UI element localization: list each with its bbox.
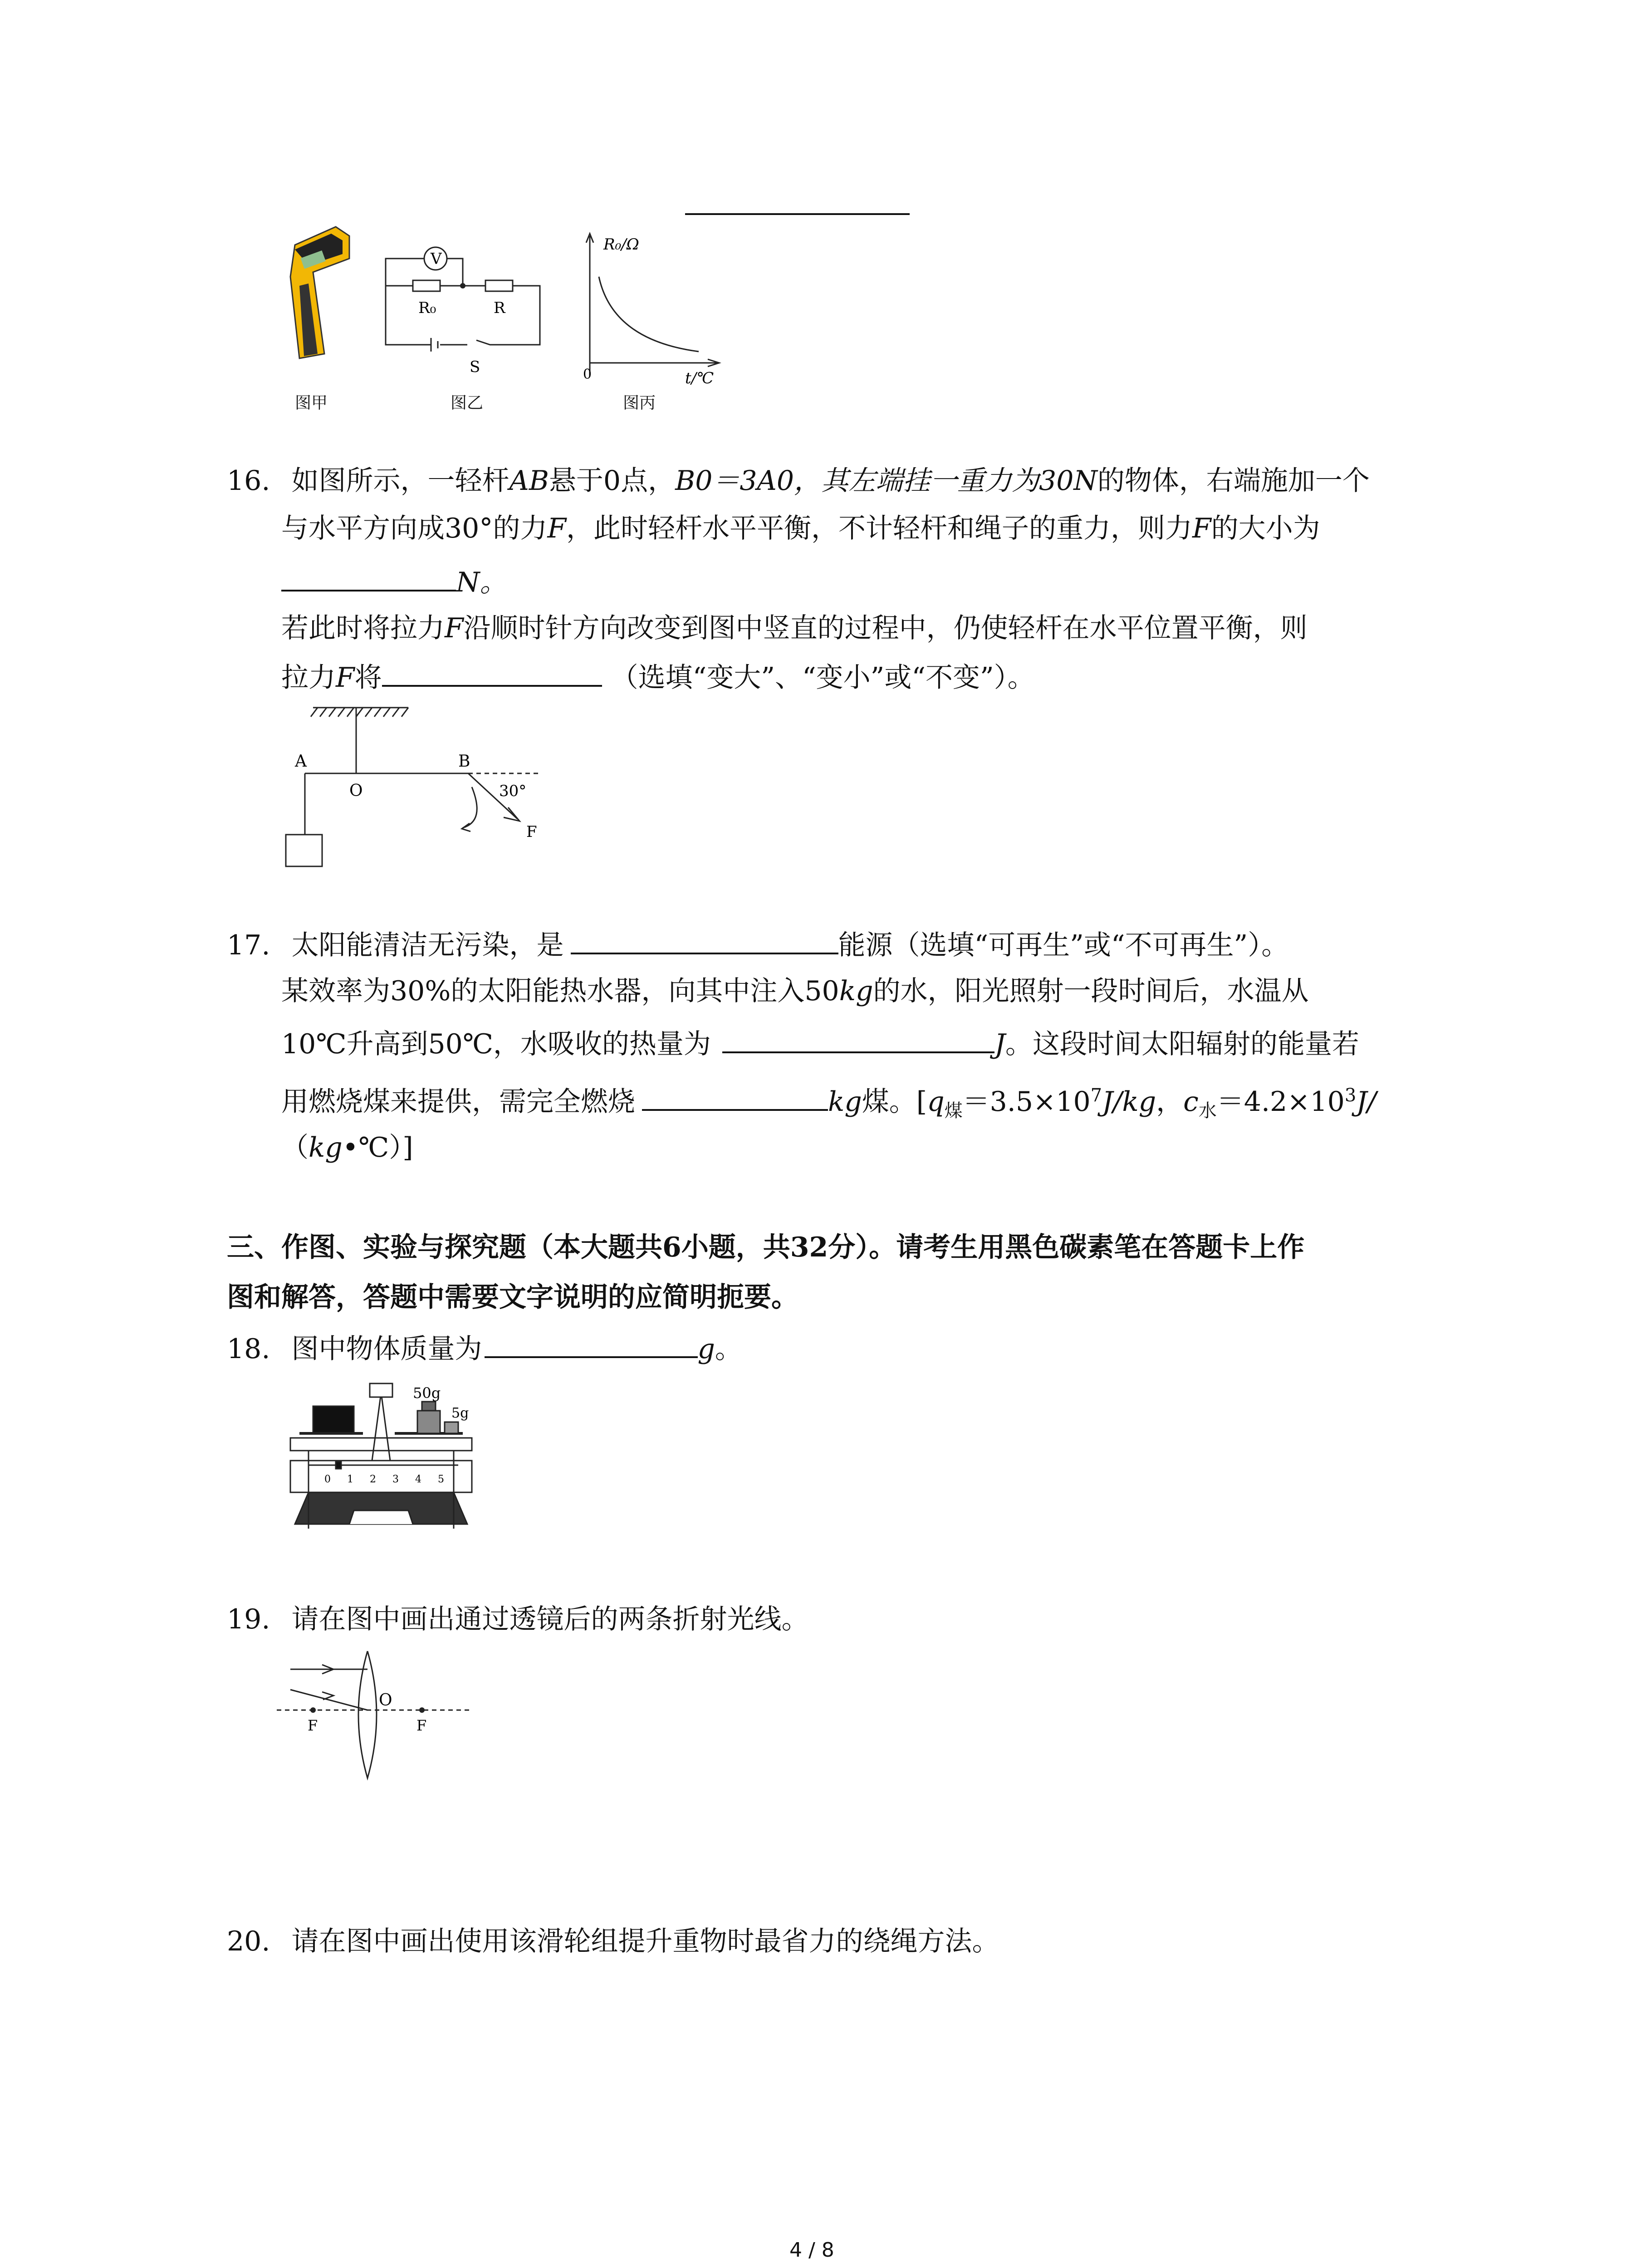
q16-blank-force[interactable] — [281, 562, 456, 591]
scale-5: 5 — [438, 1474, 444, 1485]
circuit-diagram — [381, 240, 544, 376]
q18-balance-figure — [281, 1379, 481, 1542]
q16-text: 将 — [354, 662, 382, 694]
q17-blank-heat[interactable] — [722, 1024, 994, 1053]
q17-var-q: q — [927, 1086, 945, 1118]
q17-text: 能源（选填“可再生”或“不可再生”）。 — [838, 929, 1289, 961]
q16-var-f: F — [547, 513, 566, 544]
caption-fig-yi: 图乙 — [451, 394, 484, 412]
q17-exponent: 3 — [1344, 1085, 1357, 1106]
graph-origin: 0 — [583, 367, 592, 382]
q18-number: 18. — [227, 1333, 270, 1365]
q16-line-2 — [281, 510, 1320, 547]
q16-text: 的物体，右端施加一个 — [1097, 465, 1370, 497]
weight-5g-label: 5g — [451, 1405, 469, 1421]
q17-text: （ — [281, 1132, 309, 1163]
q17-text: 煤。[ — [862, 1086, 927, 1118]
q18-text: 。 — [715, 1333, 742, 1365]
q20-number: 20. — [227, 1926, 270, 1957]
q17-unit-kg: kg — [839, 975, 873, 1007]
q16-line-1 — [227, 463, 1370, 499]
q17-blank-coal[interactable] — [642, 1082, 828, 1111]
q16-text: 沿顺时针方向改变到图中竖直的过程中，仍使轻杆在水平位置平衡，则 — [463, 612, 1308, 644]
q17-unit: J/kg — [1102, 1086, 1156, 1118]
q16-text: 拉力 — [281, 662, 336, 694]
q16-number: 16. — [227, 465, 270, 497]
q16-text: 若此时将拉力 — [281, 612, 445, 644]
q16-text: 如图所示，一轻杆 — [291, 465, 509, 497]
q17-line-1 — [227, 925, 1288, 963]
q18-line — [227, 1329, 742, 1367]
q16-text: ，此时轻杆水平平衡，不计轻杆和绳子的重力，则力 — [566, 513, 1192, 544]
q16-text: 的大小为 — [1211, 513, 1320, 544]
section-3-heading-line-2: 图和解答，答题中需要文字说明的应简明扼要。 — [227, 1281, 798, 1313]
q17-line-3 — [281, 1024, 1359, 1062]
q17-unit-kg: kg — [828, 1086, 862, 1118]
q17-number: 17. — [227, 929, 270, 961]
q17-text: 的水，阳光照射一段时间后，水温从 — [873, 975, 1309, 1007]
q17-sub: 水 — [1198, 1100, 1217, 1121]
q16-var-f: F — [445, 612, 464, 644]
q17-text: ＝3.5×10 — [962, 1086, 1091, 1118]
weight-50g-label: 50g — [413, 1384, 441, 1402]
q16-text: 与水平方向成30°的力 — [281, 513, 548, 544]
resistance-temperature-graph — [581, 227, 744, 386]
q17-unit-j: J — [994, 1028, 1005, 1060]
q17-unit: J/ — [1356, 1086, 1376, 1118]
q17-text: •℃）] — [342, 1132, 413, 1163]
q20-text: 请在图中画出使用该滑轮组提升重物时最省力的绕绳方法。 — [291, 1926, 999, 1957]
graph-x-label: t/℃ — [685, 369, 714, 386]
q17-exponent: 7 — [1090, 1085, 1102, 1106]
q17-var-c: c — [1183, 1086, 1199, 1118]
q17-unit-kg: kg — [309, 1132, 343, 1163]
q17-blank-energy-type[interactable] — [571, 925, 838, 954]
q17-line-4 — [281, 1077, 1376, 1129]
q17-text: 10℃升高到50℃，水吸收的热量为 — [281, 1028, 711, 1060]
q16-var-ab: AB — [509, 465, 549, 497]
q16-line-3 — [281, 562, 507, 601]
q17-text: ， — [1156, 1086, 1184, 1118]
r0-label: R₀ — [418, 299, 436, 317]
focus-left-f: F — [308, 1717, 318, 1734]
q15-figures — [272, 218, 749, 417]
q16-blank-change[interactable] — [382, 658, 602, 687]
voltmeter-label: V — [431, 250, 442, 268]
page-number: 4 / 8 — [789, 2239, 834, 2262]
graph-y-label: R₀/Ω — [603, 235, 639, 254]
q17-sub: 煤 — [944, 1100, 963, 1121]
scale-4: 4 — [415, 1474, 421, 1485]
force-f-label: F — [526, 823, 537, 841]
q16-var-f: F — [336, 662, 355, 694]
q16-unit: N。 — [456, 567, 507, 598]
section-3-heading-line-1: 三、作图、实验与探究题（本大题共6小题，共32分）。请考生用黑色碳素笔在答题卡上作 — [227, 1232, 1305, 1263]
scale-2: 2 — [370, 1474, 376, 1485]
caption-fig-jia: 图甲 — [295, 394, 328, 412]
q16-text: （选填“变大”、“变小”或“不变”）。 — [611, 662, 1035, 694]
q19-text: 请在图中画出通过透镜后的两条折射光线。 — [291, 1603, 809, 1635]
q17-text: 用燃烧煤来提供，需完全燃烧 — [281, 1086, 635, 1118]
scale-3: 3 — [392, 1474, 399, 1485]
r-label: R — [494, 299, 505, 317]
point-o: O — [349, 782, 363, 800]
q16-text: 悬于0点， — [549, 465, 676, 497]
q16-var-f: F — [1192, 513, 1211, 544]
q19-line — [227, 1601, 809, 1637]
q19-number: 19. — [227, 1603, 270, 1635]
q16-lever-figure — [272, 699, 563, 880]
q16-text: B0＝3A0，其左端挂一重力为30 — [675, 465, 1074, 497]
q18-unit: g — [697, 1333, 715, 1365]
q17-line-2 — [281, 973, 1308, 1009]
q19-lens-figure — [277, 1647, 476, 1783]
q16-line-4 — [281, 610, 1308, 646]
q18-text: 图中物体质量为 — [291, 1333, 482, 1365]
q17-text: 太阳能清洁无污染，是 — [291, 929, 564, 961]
q17-text: ＝4.2×10 — [1216, 1086, 1345, 1118]
point-a: A — [295, 752, 307, 771]
q16-var-n: N — [1073, 465, 1097, 497]
q16-line-5 — [281, 658, 1035, 696]
scale-0: 0 — [324, 1474, 331, 1485]
infrared-thermometer-image — [281, 218, 354, 367]
q20-line — [227, 1923, 999, 1960]
switch-label: S — [470, 358, 480, 376]
scale-1: 1 — [347, 1474, 353, 1485]
q17-line-5 — [281, 1129, 413, 1166]
q17-text: 某效率为30%的太阳能热水器，向其中注入50 — [281, 975, 839, 1007]
lens-center-o: O — [379, 1691, 392, 1710]
point-b: B — [458, 752, 470, 771]
q18-blank-mass[interactable] — [485, 1329, 698, 1358]
q15-answer-blank[interactable] — [685, 213, 910, 215]
q17-text: 。这段时间太阳辐射的能量若 — [1005, 1028, 1359, 1060]
caption-fig-bing: 图丙 — [623, 394, 656, 412]
focus-right-f: F — [416, 1717, 427, 1734]
angle-label: 30° — [499, 782, 527, 800]
